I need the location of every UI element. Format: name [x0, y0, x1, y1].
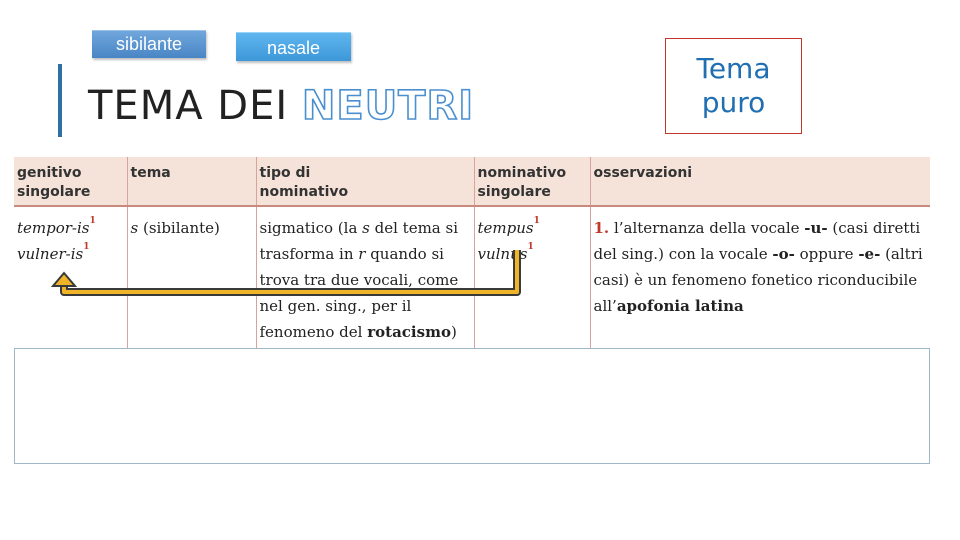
sibilante-tag[interactable]: sibilante	[92, 30, 206, 58]
header-osservazioni: osservazioni	[590, 157, 930, 206]
header-genitivo: genitivo singolare	[14, 157, 127, 206]
header-tipo: tipo di nominativo	[256, 157, 474, 206]
slide-title	[88, 80, 474, 132]
title-accent-bar	[58, 64, 62, 137]
cell-osservazioni: 1. l’alternanza della vocale -u- (casi diretti del sing.) con la vocale -o- oppure -e- (altri casi) è un fenomeno fonetico riconducibile all’apofonia latina	[593, 219, 928, 315]
nasale-tag[interactable]: nasale	[236, 32, 351, 61]
nominative-form: vulnus$^1$	[477, 242, 534, 263]
rotacism-arrow-icon	[50, 246, 530, 301]
cell-tipo: sigmatico (la s del tema si trasforma in r quando si trova tra due vocali, come nel gen. sing., per il fenomeno del rotacismo)	[256, 206, 474, 348]
header-tema: tema	[127, 157, 256, 206]
empty-answer-box[interactable]	[14, 348, 930, 464]
title-emphasis: NEUTRI	[301, 83, 475, 129]
genitive-form: vulner-$is^1$	[17, 242, 90, 263]
table-header-row	[14, 157, 930, 206]
nominative-form: tempus$^1$	[477, 216, 540, 237]
cell-tema: s (sibilante)	[127, 206, 256, 348]
genitive-form: tempor-$is^1$	[17, 216, 96, 237]
title-prefix: TEMA DEI	[88, 83, 302, 129]
tema-puro-box	[665, 38, 802, 134]
tema-puro-label: Tema puro	[696, 52, 771, 119]
header-nominativo: nominativo singolare	[474, 157, 590, 206]
